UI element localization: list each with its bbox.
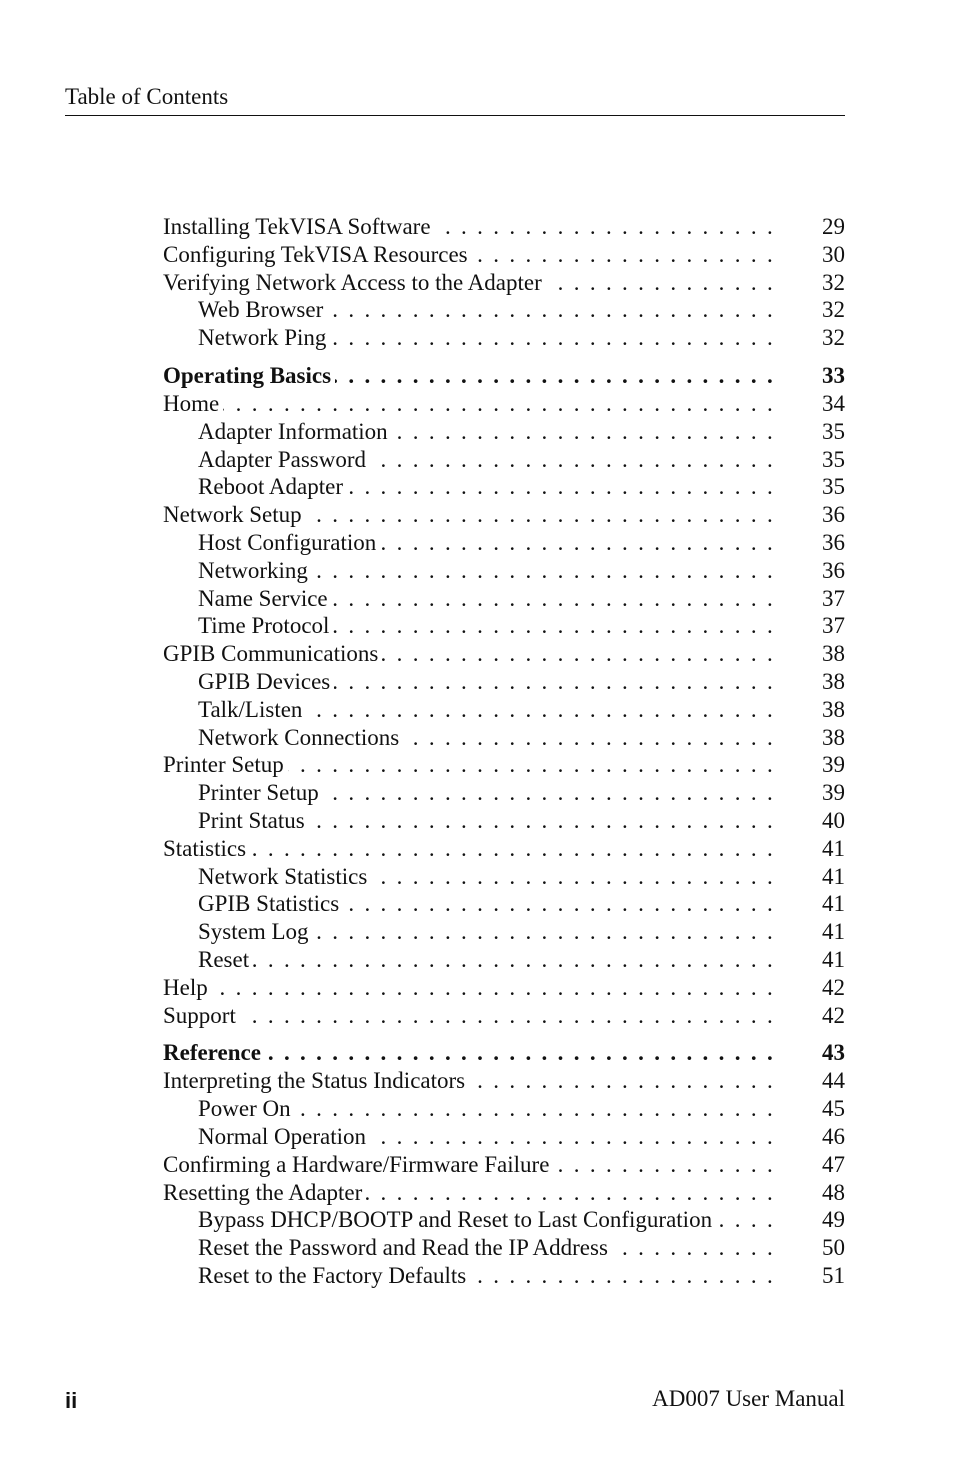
toc-entry[interactable] <box>163 1262 845 1290</box>
toc-entry[interactable] <box>163 1179 845 1207</box>
toc-entry-label: Network Connections <box>198 725 403 750</box>
toc-page-number: 34 <box>822 390 845 416</box>
toc-entry[interactable] <box>163 585 845 613</box>
toc-entry[interactable] <box>163 213 845 241</box>
toc-entry-label: Help <box>163 975 212 1000</box>
toc-entry-leader <box>163 1067 775 1095</box>
toc-entry[interactable] <box>163 324 845 352</box>
toc-entry-label: Printer Setup <box>198 780 323 805</box>
toc-entry-leader <box>163 1002 775 1030</box>
toc-entry-leader <box>163 974 775 1002</box>
toc-entry[interactable] <box>163 390 845 418</box>
toc-entry[interactable] <box>163 863 845 891</box>
toc-entry-label: Networking <box>198 558 312 583</box>
toc-page-number: 36 <box>822 557 845 583</box>
toc-entry[interactable] <box>163 724 845 752</box>
toc-entry-label: Verifying Network Access to the Adapter <box>163 270 546 295</box>
toc-entry-leader <box>198 807 775 835</box>
toc-entry-leader <box>198 1123 775 1151</box>
toc-entry[interactable] <box>163 751 845 779</box>
toc-entry-label: Home <box>163 391 223 416</box>
toc-entry-label: Adapter Information <box>198 419 392 444</box>
toc-entry-leader <box>198 724 775 752</box>
toc-entry[interactable] <box>163 269 845 297</box>
toc-page-number: 32 <box>822 297 845 323</box>
toc-entry-leader <box>198 585 775 613</box>
toc-page-number: 36 <box>822 502 845 528</box>
toc-page-number: 41 <box>822 919 845 945</box>
toc-entry[interactable] <box>163 501 845 529</box>
toc-page-number: 33 <box>822 362 845 388</box>
toc-entry[interactable] <box>163 1123 845 1151</box>
toc-entry[interactable] <box>163 640 845 668</box>
toc-entry-label: Name Service <box>198 586 332 611</box>
toc-entry-leader <box>198 946 775 974</box>
toc-entry-label: Operating Basics <box>163 363 335 388</box>
toc-entry-leader <box>163 640 775 668</box>
toc-entry-label: Print Status <box>198 808 309 833</box>
toc-page-number: 32 <box>822 325 845 351</box>
footer-manual-title: AD007 User Manual <box>652 1386 845 1411</box>
toc-entry-label: Time Protocol <box>198 613 333 638</box>
toc-page-number: 38 <box>822 724 845 750</box>
toc-page-number: 50 <box>822 1235 845 1261</box>
toc-page-number: 29 <box>822 214 845 239</box>
toc-page-number: 41 <box>822 946 845 972</box>
toc-page-number: 42 <box>822 1002 845 1028</box>
toc-entry[interactable] <box>163 974 845 1002</box>
toc-entry-leader <box>198 557 775 585</box>
toc-entry-leader <box>198 696 775 724</box>
toc-entry-leader <box>198 418 775 446</box>
toc-entry-label: Reboot Adapter <box>198 474 347 499</box>
toc-page-number: 30 <box>822 241 845 267</box>
toc-entry-label: Confirming a Hardware/Firmware Failure <box>163 1152 553 1177</box>
toc-page-number: 32 <box>822 269 845 295</box>
toc-entry-leader <box>163 1179 775 1207</box>
toc-entry[interactable] <box>163 1151 845 1179</box>
toc-entry[interactable] <box>163 473 845 501</box>
toc-page-number: 39 <box>822 780 845 806</box>
toc-entry-leader <box>163 1151 775 1179</box>
toc-chapter-entry[interactable] <box>163 1039 845 1067</box>
toc-entry-leader <box>198 1206 775 1234</box>
toc-entry-leader <box>163 390 775 418</box>
header-divider <box>65 115 845 116</box>
toc-page-number: 40 <box>822 807 845 833</box>
toc-entry-label: Power On <box>198 1096 295 1121</box>
toc-entry[interactable] <box>163 446 845 474</box>
toc-page-number: 35 <box>822 418 845 444</box>
toc-entry[interactable] <box>163 918 845 946</box>
toc-entry[interactable] <box>163 1234 845 1262</box>
toc-entry[interactable] <box>163 696 845 724</box>
toc-entry-label: GPIB Statistics <box>198 891 343 916</box>
toc-page-number: 37 <box>822 613 845 639</box>
toc-page-number: 35 <box>822 474 845 500</box>
toc-entry[interactable] <box>163 835 845 863</box>
toc-entry-leader <box>198 446 775 474</box>
toc-entry[interactable] <box>163 668 845 696</box>
toc-entry[interactable] <box>163 418 845 446</box>
toc-entry[interactable] <box>163 241 845 269</box>
table-of-contents <box>163 213 845 1290</box>
toc-entry-label: Reference <box>163 1040 265 1065</box>
toc-entry[interactable] <box>163 779 845 807</box>
toc-page-number: 46 <box>822 1123 845 1149</box>
toc-entry-label: Reset the Password and Read the IP Address <box>198 1235 612 1260</box>
toc-entry-leader <box>198 473 775 501</box>
toc-entry[interactable] <box>163 1002 845 1030</box>
toc-entry-leader <box>163 1039 775 1067</box>
toc-entry-leader <box>198 1095 775 1123</box>
toc-entry-label: GPIB Communications <box>163 641 382 666</box>
toc-entry-leader <box>198 863 775 891</box>
running-header: Table of Contents <box>65 84 229 109</box>
toc-entry-label: Reset to the Factory Defaults <box>198 1263 470 1288</box>
toc-entry-leader <box>198 529 775 557</box>
toc-page-number: 38 <box>822 641 845 667</box>
toc-entry-label: Printer Setup <box>163 752 288 777</box>
toc-entry-leader <box>198 1262 775 1290</box>
toc-entry-label: System Log <box>198 919 313 944</box>
toc-page-number: 48 <box>822 1179 845 1205</box>
toc-entry-label: Normal Operation <box>198 1124 370 1149</box>
toc-page-number: 37 <box>822 585 845 611</box>
toc-page-number: 47 <box>822 1151 845 1177</box>
toc-page-number: 42 <box>822 974 845 1000</box>
toc-entry[interactable] <box>163 946 845 974</box>
toc-entry-leader <box>198 612 775 640</box>
toc-entry-leader <box>198 779 775 807</box>
toc-entry-leader <box>163 269 775 297</box>
toc-entry-label: Interpreting the Status Indicators <box>163 1068 469 1093</box>
toc-page-number: 43 <box>822 1040 845 1066</box>
toc-page-number: 51 <box>822 1262 845 1288</box>
toc-entry-label: Network Statistics <box>198 864 371 889</box>
toc-entry-label: Configuring TekVISA Resources <box>163 242 472 267</box>
toc-entry-leader <box>163 241 775 269</box>
toc-entry-label: Adapter Password <box>198 447 370 472</box>
toc-page-number: 45 <box>822 1096 845 1122</box>
toc-entry[interactable] <box>163 296 845 324</box>
toc-entry-label: Network Setup <box>163 502 306 527</box>
toc-entry-leader <box>163 751 775 779</box>
toc-entry[interactable] <box>163 529 845 557</box>
toc-entry[interactable] <box>163 1095 845 1123</box>
toc-page-number: 44 <box>822 1068 845 1094</box>
toc-entry-leader <box>163 835 775 863</box>
toc-entry-label: Support <box>163 1003 240 1028</box>
toc-page-number: 49 <box>822 1207 845 1233</box>
toc-entry-leader <box>198 918 775 946</box>
toc-entry-label: Bypass DHCP/BOOTP and Reset to Last Configuration <box>198 1207 716 1232</box>
toc-entry-leader <box>198 324 775 352</box>
toc-entry-leader <box>198 890 775 918</box>
toc-entry-leader <box>163 213 775 241</box>
toc-page-number: 41 <box>822 863 845 889</box>
toc-entry-label: Statistics <box>163 836 250 861</box>
toc-entry-leader <box>163 362 775 390</box>
toc-page-number: 35 <box>822 446 845 472</box>
toc-entry-label: Web Browser <box>198 297 327 322</box>
toc-entry-leader <box>198 1234 775 1262</box>
toc-entry-leader <box>163 501 775 529</box>
toc-page-number: 38 <box>822 668 845 694</box>
toc-entry-label: Installing TekVISA Software <box>163 214 435 239</box>
toc-page-number: 41 <box>822 835 845 861</box>
toc-entry[interactable] <box>163 1067 845 1095</box>
toc-entry[interactable] <box>163 1206 845 1234</box>
toc-entry[interactable] <box>163 890 845 918</box>
toc-entry-label: GPIB Devices <box>198 669 334 694</box>
toc-entry-leader <box>198 296 775 324</box>
toc-page-number: 41 <box>822 891 845 917</box>
toc-entry-label: Talk/Listen <box>198 697 306 722</box>
toc-entry[interactable] <box>163 807 845 835</box>
toc-entry-label: Network Ping <box>198 325 330 350</box>
toc-entry-leader <box>198 668 775 696</box>
toc-chapter-entry[interactable] <box>163 362 845 390</box>
toc-entry-label: Reset <box>198 947 253 972</box>
toc-page-number: 38 <box>822 696 845 722</box>
toc-page-number: 36 <box>822 529 845 555</box>
toc-entry[interactable] <box>163 557 845 585</box>
toc-entry[interactable] <box>163 612 845 640</box>
toc-entry-label: Resetting the Adapter <box>163 1180 366 1205</box>
toc-page-number: 39 <box>822 752 845 778</box>
toc-entry-label: Host Configuration <box>198 530 380 555</box>
footer-page-number: ii <box>65 1388 78 1413</box>
